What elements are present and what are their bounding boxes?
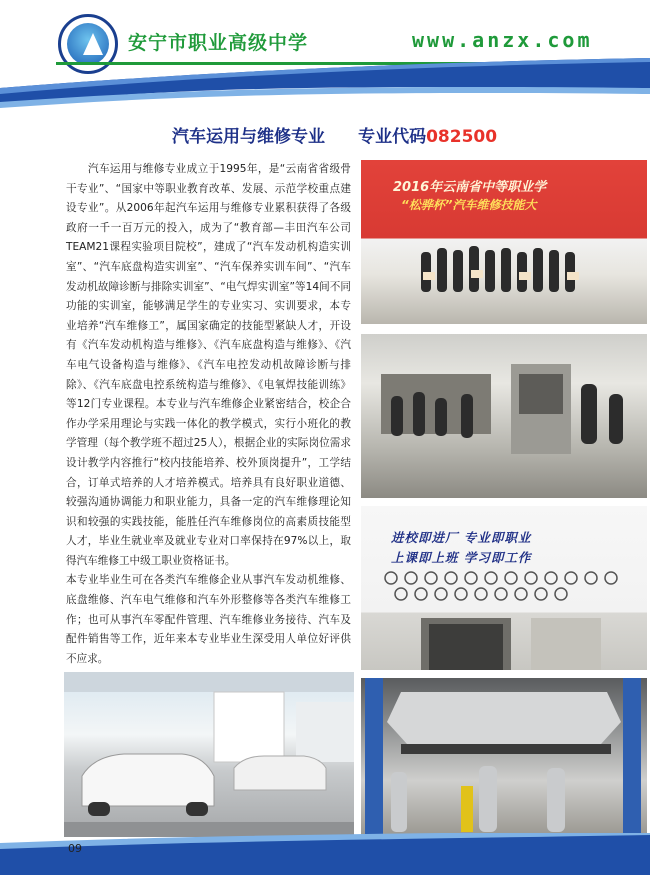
competition-group-figures [361,160,647,324]
description-paragraph-1: 汽车运用与维修专业成立于1995年，是“云南省省级骨干专业”、“国家中等职业教育改革、发展、示范学校重点建设专业”。从2006年起汽车运用与维修专业累积获得了各级政府一千一百万元的投入，成为了“教育部—丰田汽车公司 TEAM21课程实验项目院校”，建成了“汽车发动机构造实训室”、“汽车底盘构造实训室”、“汽车保养实训车间”、“汽车发动机故障诊断与排除实训室”、“电气焊实训室”等14间不同功能的实训室，能够满足学生的专业实习、实训要求，本专业培养“汽车维修工”，属国家确定的技能型紧缺人才，开设有《汽车发动机构造与维修》、《汽车底盘构造与维修》、《汽车电气设备构造与维修》、《汽车电控发动机故障诊断与排除》、《汽车底盘电控系统构造与维修》、《电氧焊技能训练》等12门专业课程。本专业与汽车维修企业紧密结合，校企合作办学采用理论与实践一体化的教学模式，实行小班化的教学管理（每个教学班不超过25人），根据企业的实际岗位需求设计教学内容推行“校内技能培养、校外顶岗提升”，工学结合，订单式培养的人才培养模式。培养具有良好职业道德、较强沟通协调能力和职业能力，具备一定的汽车维修理论知识和较强的实践技能，能胜任汽车维修岗位的高素质技能型人才，毕业生就业率及就业专业对口率保持在97%以上，取得汽车维修工中级工职业资格证书。 [66,163,351,567]
website-url[interactable]: www.anzx.com [412,28,593,52]
page-header [0,0,650,128]
major-code-value: 082500 [426,127,498,147]
competition-banner-line-1: 2016年云南省中等职业学 [393,180,547,195]
major-title: 汽车运用与维修专业 [172,127,325,147]
major-code-label: 专业代码 [358,127,427,147]
description-paragraph-2: 本专业毕业生可在各类汽车维修企业从事汽车发动机维修、底盘维修、汽车电气维修和汽车外形整修等各类汽车维修工作；也可从事汽车零配件管理、汽车维修业务接待、汽车及配件销售等工作，近年来本专业毕业生深受用人单位好评供不应求。 [66,574,351,665]
showroom-scene [64,672,354,837]
training-lab-photo [361,334,647,498]
school-name: 安宁市职业高级中学 [128,32,309,54]
showroom-photo [64,672,354,837]
slogan-line-1: 进校即进厂 专业即职业 [391,530,532,545]
footer-band [0,833,650,875]
page-number: 09 [68,842,82,855]
major-description [66,160,351,669]
header-swoosh [0,48,650,128]
lift-scene [361,678,647,836]
page-title [172,122,497,147]
competition-banner-line-2: “松骅杯”汽车维修技能大 [401,198,537,212]
training-building-photo [361,506,647,670]
car-brand-logos [361,506,647,670]
competition-photo [361,160,647,324]
slogan-line-2: 上课即上班 学习即工作 [391,550,532,565]
lab-scene [361,334,647,498]
car-lift-photo [361,678,647,836]
